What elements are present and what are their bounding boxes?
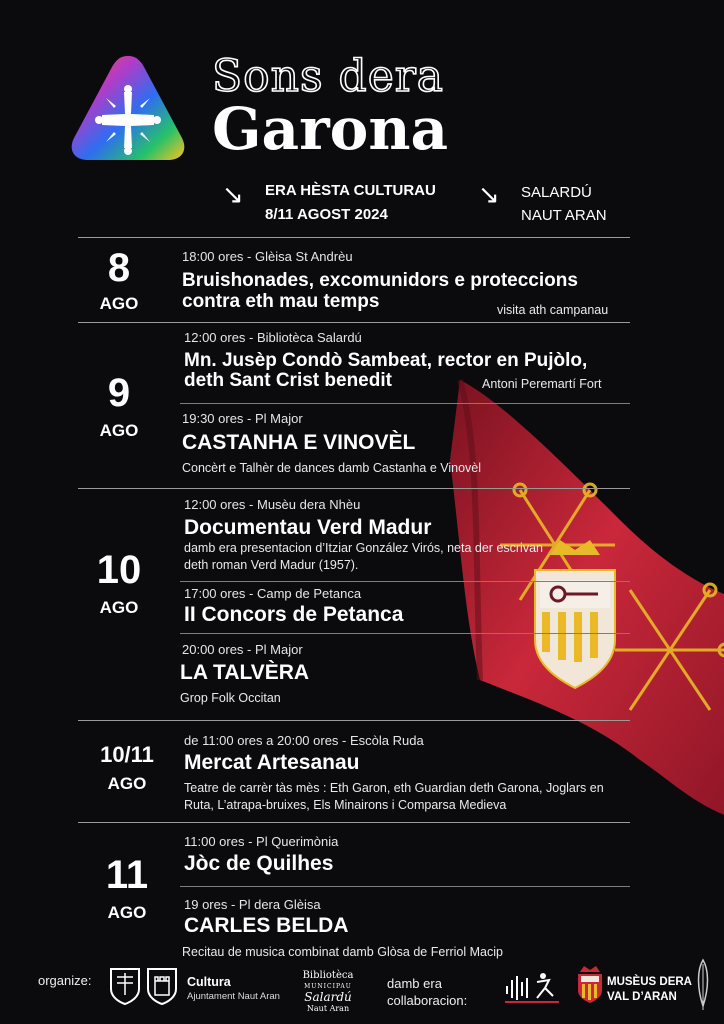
event-time-place: 18:00 ores - Glèisa St Andrèu xyxy=(182,249,353,264)
south-east-arrow-icon: ↘ xyxy=(478,180,500,210)
museus-logo-text xyxy=(607,975,692,1005)
event-time-place: de 11:00 ores a 20:00 ores - Escòla Ruda xyxy=(184,733,424,748)
ajuntament-label: Ajuntament Naut Aran xyxy=(187,991,280,1002)
event-time-place: 11:00 ores - Pl Querimònia xyxy=(184,834,339,849)
event-title: Documentau Verd Madur xyxy=(184,516,432,539)
divider xyxy=(180,581,630,582)
festival-title-line2: Garona xyxy=(212,95,449,163)
museus-line2: VAL D’ARAN xyxy=(607,991,677,1003)
event-title-line1: Bruishonades, excomunidors e proteccions xyxy=(182,270,578,291)
divider xyxy=(180,886,630,887)
event-time-place: 17:00 ores - Camp de Petanca xyxy=(184,586,362,601)
day-month: AGO xyxy=(99,598,139,617)
day-month: AGO xyxy=(107,903,147,922)
festival-title-line1: Sons dera xyxy=(212,51,445,102)
day-number: 11 xyxy=(105,853,149,897)
event-time-place: 12:00 ores - Bibliotèca Salardú xyxy=(184,330,362,345)
day-month: AGO xyxy=(107,774,147,793)
divider xyxy=(180,403,630,404)
event-title-line2: contra eth mau temps xyxy=(182,291,380,312)
event-place-line1: SALARDÚ xyxy=(521,184,592,201)
event-name: ERA HÈSTA CULTURAU xyxy=(265,182,436,199)
divider xyxy=(78,720,630,721)
biblioteca-logo xyxy=(298,970,358,1014)
event-description: Concèrt e Talhèr de dances damb Castanha e Vinovèl xyxy=(182,461,482,475)
event-title: Mercat Artesanau xyxy=(184,751,360,774)
crest-icon xyxy=(109,967,141,1005)
museus-line1: MUSÈUS DERA xyxy=(607,976,692,988)
event-title: LA TALVÈRA xyxy=(180,661,310,684)
event-note: Antoni Peremartí Fort xyxy=(482,377,602,391)
tower-crest-icon xyxy=(146,967,178,1005)
biblioteca-line3: Salardú xyxy=(304,990,352,1004)
cultura-label: Cultura xyxy=(187,975,231,989)
museus-crest-icon xyxy=(576,964,604,1004)
day-number: 8 xyxy=(107,246,131,290)
event-description-line2: Ruta, L’atrapa-bruixes, Els Minairons i Comparsa Medieva xyxy=(184,798,507,812)
divider xyxy=(180,633,630,634)
day-month: AGO xyxy=(99,294,139,313)
event-time-place: 19:30 ores - Pl Major xyxy=(182,411,303,426)
event-note: visita ath campanau xyxy=(497,303,609,317)
event-time-place: 12:00 ores - Musèu dera Nhèu xyxy=(184,497,361,512)
event-time-place: 20:00 ores - Pl Major xyxy=(182,642,303,657)
collaboration-label-line2: collaboracion: xyxy=(387,993,468,1008)
sound-wave-logo-icon xyxy=(503,968,561,1004)
biblioteca-line2: MUNICIPAU xyxy=(304,983,352,990)
divider xyxy=(78,322,630,323)
event-description: Grop Folk Occitan xyxy=(180,691,281,705)
event-title-line2: deth Sant Crist benedit xyxy=(184,370,392,391)
event-title: II Concors de Petanca xyxy=(184,603,404,626)
event-title-line1: Mn. Jusèp Condò Sambeat, rector en Pujòlo, xyxy=(184,350,588,371)
event-description-line2: deth roman Verd Madur (1957). xyxy=(184,558,359,572)
collaboration-label-line1: damb era xyxy=(387,976,442,991)
event-description: Recitau de musica combinat damb Glòsa de Ferriol Macip xyxy=(182,945,503,959)
event-title: CASTANHA E VINOVÈL xyxy=(182,431,416,454)
event-description-line1: Teatre de carrèr tàs mès : Eth Garon, eth Guardian deth Garona, Joglars en xyxy=(184,781,604,795)
event-title: CARLES BELDA xyxy=(184,914,349,937)
day-number: 9 xyxy=(107,371,131,415)
event-dates: 8/11 AGOST 2024 xyxy=(265,206,388,223)
biblioteca-line4: Naut Aran xyxy=(306,1004,350,1013)
day-month: AGO xyxy=(99,421,139,440)
south-east-arrow-icon: ↘ xyxy=(222,180,244,210)
divider xyxy=(78,488,630,489)
divider xyxy=(78,822,630,823)
event-time-place: 19 ores - Pl dera Glèisa xyxy=(184,897,321,912)
day-number: 10 xyxy=(96,548,142,592)
event-title: Jòc de Quilhes xyxy=(184,852,334,875)
occitan-cross-triangle-logo xyxy=(68,52,188,164)
organize-label: organize: xyxy=(38,973,92,988)
event-description-line1: damb era presentacion d’Itziar González Virós, neta der escrivan xyxy=(184,541,543,555)
event-place-line2: NAUT ARAN xyxy=(521,207,607,224)
day-number: 10/11 xyxy=(100,742,154,767)
feather-icon xyxy=(694,958,712,1012)
divider xyxy=(78,237,630,238)
biblioteca-line1: Bibliotèca xyxy=(302,970,354,981)
